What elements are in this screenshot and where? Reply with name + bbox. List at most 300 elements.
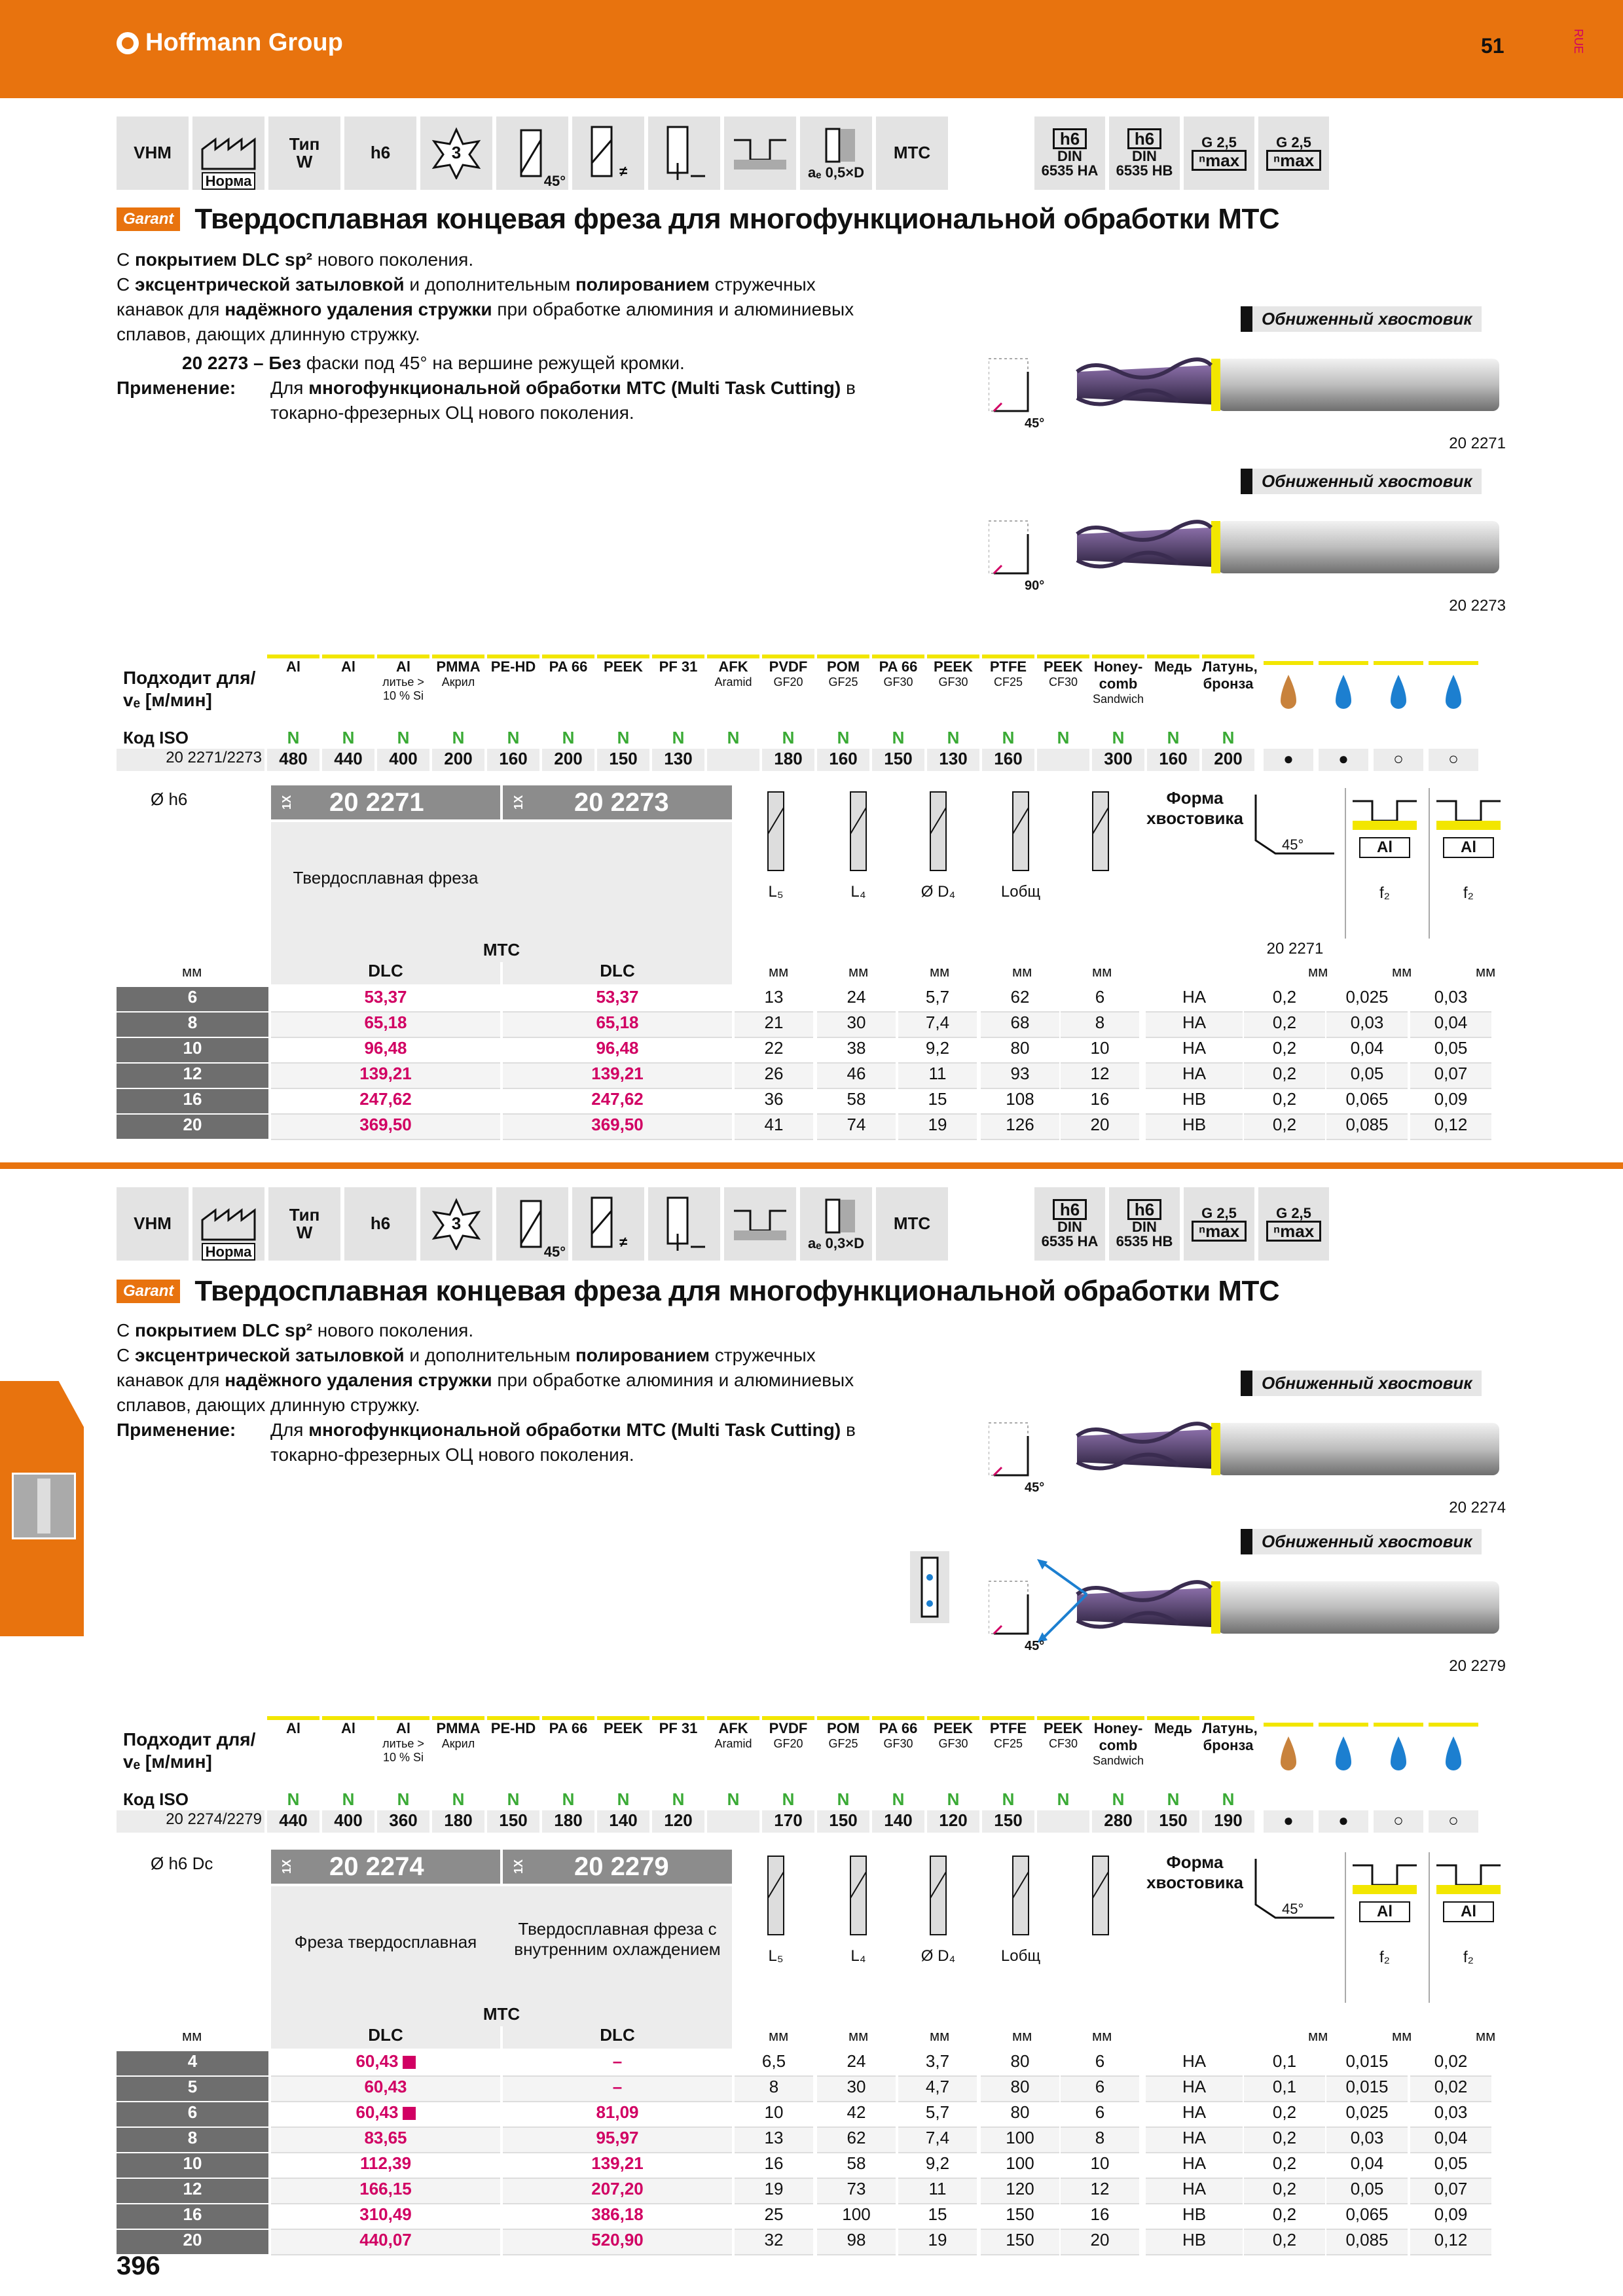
- material-name: PE-HD: [490, 658, 536, 675]
- feed-f2-b: 0,05: [1410, 1038, 1491, 1064]
- size-cell: 20: [117, 1115, 268, 1139]
- material-name: Al: [396, 1720, 410, 1736]
- size-cell: 10: [117, 2153, 268, 2178]
- garant-logo: Garant: [117, 1280, 180, 1303]
- shank-form: HA: [1146, 2179, 1243, 2204]
- vc-value: 150: [817, 1810, 869, 1833]
- shank-form-label: Форма хвостовика: [1146, 1852, 1243, 1892]
- dimension-header: [985, 1852, 1057, 1970]
- l4-value: 73: [817, 2179, 896, 2204]
- page-number-top: 51: [1481, 34, 1504, 58]
- material-column: [927, 655, 979, 730]
- l4-value: 98: [817, 2230, 896, 2255]
- price-a-value: 247,62: [359, 1089, 412, 1109]
- coolant-rating: ○: [1429, 749, 1478, 771]
- article-code: 20 2279: [1449, 1657, 1506, 1675]
- material-name: Al: [286, 1720, 301, 1736]
- tolerance-1: [1034, 1187, 1105, 1261]
- code-a: 20 2271: [329, 787, 424, 817]
- dimension-header: [985, 788, 1057, 906]
- size-cell: 5: [117, 2077, 268, 2101]
- material-name: Al: [396, 658, 410, 675]
- variable-pitch-icon: [579, 124, 638, 183]
- tolerance-1: [1034, 117, 1105, 190]
- description-line: С эксцентрической затыловкой и дополнительным полированием стружечных: [117, 274, 816, 295]
- material-sub: Sandwich: [1092, 1754, 1144, 1767]
- suitable-label: Подходит для/: [123, 1729, 256, 1749]
- vc-value: 440: [267, 1810, 319, 1833]
- material-column: [597, 1716, 649, 1792]
- shank-banner: Обниженный хвостовик: [1241, 1529, 1482, 1554]
- material-name: PMMA: [436, 658, 481, 675]
- section2-heading: [117, 1275, 1279, 1308]
- section2-title: Твердосплавная концевая фреза для многофункциональной обработки MTC: [194, 1275, 1280, 1307]
- tolerance-grade: h6: [1127, 1199, 1161, 1220]
- shank-diameter: 16: [1061, 2204, 1139, 2230]
- feed-f2-a: 0,015: [1326, 2077, 1408, 2102]
- type-label: Тип: [289, 1204, 320, 1225]
- description-line: канавок для надёжного удаления стружки при обработке алюминия и алюминиевых: [117, 1370, 854, 1390]
- material-column: [377, 1716, 429, 1792]
- material-name: PEEK: [934, 1720, 973, 1736]
- unit-mm: мм: [1012, 963, 1032, 980]
- price-a: [271, 2204, 500, 2230]
- price-b: 53,37: [503, 987, 732, 1013]
- feed-f2-b: 0,07: [1410, 1064, 1491, 1089]
- material-sub: GF30: [883, 675, 913, 689]
- l5-value: 8: [735, 2077, 813, 2102]
- application-line: токарно-фрезерных ОЦ нового поколения.: [270, 403, 634, 423]
- dimension-symbol: L₄: [850, 883, 866, 901]
- material-name: Honey- comb: [1093, 1720, 1143, 1753]
- shank-diameter: 8: [1061, 1013, 1139, 1038]
- l4-value: 100: [817, 2204, 896, 2230]
- note-line: [117, 351, 981, 376]
- material-sub: Aramid: [714, 675, 752, 689]
- balance-max: ⁿmax: [1266, 150, 1321, 171]
- plunge-cell: [648, 117, 720, 190]
- unit-mm: мм: [769, 963, 789, 980]
- l4-value: 24: [817, 2051, 896, 2077]
- d4-value: 15: [898, 1089, 977, 1115]
- vc-value: 190: [1202, 1810, 1254, 1833]
- d4-value: 4,7: [898, 2077, 977, 2102]
- article-description: [271, 1886, 732, 2026]
- iso-value: N: [452, 728, 465, 747]
- slot-icon: [731, 1204, 790, 1244]
- feed-header: [1345, 1852, 1423, 2003]
- iso-value: N: [617, 728, 630, 747]
- shank-diameter: 6: [1061, 2051, 1139, 2077]
- vc-value: [707, 749, 759, 771]
- price-b: 95,97: [503, 2128, 732, 2153]
- iso-value: N: [1002, 728, 1015, 747]
- ae-cell: [800, 1187, 872, 1261]
- iso-value: N: [947, 728, 960, 747]
- iso-value: N: [452, 1789, 465, 1809]
- tolerance-grade: h6: [1127, 128, 1161, 149]
- material-column: [1092, 655, 1144, 730]
- price-a-value: 60,43: [356, 2102, 399, 2122]
- chamfer-value: 0,2: [1244, 2204, 1325, 2230]
- svg-text:≠: ≠: [619, 163, 628, 179]
- norm-cell: [192, 117, 264, 190]
- l4-value: 38: [817, 1038, 896, 1064]
- plunge-icon: [658, 124, 710, 183]
- shank-diameter: 10: [1061, 1038, 1139, 1064]
- l5-value: 25: [735, 2204, 813, 2230]
- description-line: сплавов, дающих длинную стружку.: [117, 324, 420, 344]
- iso-value: N: [507, 728, 520, 747]
- language-code: RUE: [1572, 29, 1585, 54]
- dimension-header: [822, 788, 894, 906]
- material-column: [762, 1716, 814, 1792]
- suitable-label: Подходит для/: [123, 668, 256, 688]
- material-column: [267, 1716, 319, 1792]
- material-column: [432, 1716, 484, 1792]
- iso-value: N: [782, 1789, 795, 1809]
- article-header-b: [503, 785, 732, 819]
- price-a: [271, 987, 500, 1013]
- size-cell: 4: [117, 2051, 268, 2075]
- article-header-a: [271, 1850, 500, 1884]
- type-cell: [268, 117, 340, 190]
- material-sub: литье > 10 % Si: [382, 675, 424, 702]
- size-cell: 20: [117, 2230, 268, 2254]
- l5-value: 36: [735, 1089, 813, 1115]
- dimension-header: [740, 1852, 812, 1970]
- size-cell: 16: [117, 1089, 268, 1113]
- l4-value: 46: [817, 1064, 896, 1089]
- side-milling-icon: [813, 126, 859, 165]
- chamfer-value: 0,2: [1244, 2153, 1325, 2179]
- vc-value: 160: [982, 749, 1034, 771]
- price-b: 81,09: [503, 2102, 732, 2128]
- price-a: [271, 2179, 500, 2204]
- l5-value: 21: [735, 1013, 813, 1038]
- material-name: Al: [341, 1720, 356, 1736]
- side-milling-icon: [813, 1196, 859, 1236]
- stock-marker: [403, 2056, 416, 2069]
- application-line: Для многофункциональной обработки MTC (Multi Task Cutting) в: [270, 378, 856, 398]
- vc-value: 200: [1202, 749, 1254, 771]
- d4-value: 7,4: [898, 2128, 977, 2153]
- code-label: 20 2271/2273: [117, 749, 264, 771]
- material-grid: [117, 1710, 1506, 1840]
- price-a: [271, 1038, 500, 1064]
- spacer: [952, 1187, 1030, 1261]
- tolerance-grade: h6: [1053, 128, 1087, 149]
- feed-f2-b: 0,02: [1410, 2077, 1491, 2102]
- l4-value: 42: [817, 2102, 896, 2128]
- iso-value: N: [1002, 1789, 1015, 1809]
- shank-banner: Обниженный хвостовик: [1241, 306, 1482, 332]
- material-column: [1092, 1716, 1144, 1792]
- ltotal-value: 100: [981, 2153, 1059, 2179]
- price-b: 96,48: [503, 1038, 732, 1064]
- balance-2: [1258, 1187, 1329, 1261]
- section-separator: [0, 1162, 1623, 1169]
- material-column: [542, 655, 594, 730]
- feed-f2-a: 0,05: [1326, 2179, 1408, 2204]
- material-column: [707, 655, 759, 730]
- size-cell: 6: [117, 2102, 268, 2126]
- material-sub: CF25: [993, 675, 1023, 689]
- material-name: PA 66: [879, 1720, 918, 1736]
- unit-mm: мм: [930, 963, 950, 980]
- unit-mm: мм: [930, 2028, 950, 2044]
- unit-mm: мм: [848, 2028, 869, 2044]
- qty-a: 1X: [280, 795, 293, 810]
- feed-symbol: f₂: [1379, 884, 1390, 902]
- dimension-header: [1065, 1852, 1137, 1970]
- material-sub: CF30: [1048, 675, 1078, 689]
- iso-value: N: [727, 728, 740, 747]
- material-sub: GF30: [883, 1737, 913, 1750]
- feed-header: [1429, 1852, 1507, 2003]
- iso-value: N: [892, 728, 905, 747]
- vc-value: 300: [1092, 749, 1144, 771]
- shank-form: HA: [1146, 2153, 1243, 2179]
- feed-f2-a: 0,065: [1326, 1089, 1408, 1115]
- unit-mm: мм: [182, 2028, 202, 2044]
- material-column: [1202, 1716, 1258, 1792]
- type-value: W: [296, 1223, 313, 1242]
- material-name: PA 66: [549, 1720, 588, 1736]
- diameter-label: Ø h6 Dc: [151, 1854, 213, 1873]
- price-a: [271, 2153, 500, 2179]
- iso-value: N: [892, 1789, 905, 1809]
- material-column: [542, 1716, 594, 1792]
- description-a: Твердосплавная фреза: [293, 868, 479, 888]
- vc-value: 150: [1147, 1810, 1199, 1833]
- tolerance-form: 6535 HB: [1116, 1233, 1173, 1249]
- vc-value: [1037, 1810, 1089, 1833]
- chamfer-angle: 45°: [1282, 1901, 1304, 1917]
- l5-value: 13: [735, 2128, 813, 2153]
- plunge-cell: [648, 1187, 720, 1261]
- stock-marker: [403, 2107, 416, 2120]
- chamfer-value: 0,2: [1244, 1038, 1325, 1064]
- price-b: 369,50: [503, 1115, 732, 1140]
- material-sub: Sandwich: [1092, 692, 1144, 706]
- slot-icon: [731, 134, 790, 173]
- unit-mm: мм: [1092, 963, 1112, 980]
- vc-value: 400: [377, 749, 429, 771]
- iso-value: N: [1222, 728, 1235, 747]
- h6-cell: h6: [344, 117, 416, 190]
- feed-f2-a: 0,065: [1326, 2204, 1408, 2230]
- ltotal-value: 68: [981, 1013, 1059, 1038]
- material-name: Al: [286, 658, 301, 675]
- size-cell: 6: [117, 987, 268, 1011]
- shank-form: HB: [1146, 2204, 1243, 2230]
- material-name: PEEK: [934, 658, 973, 675]
- vc-value: 200: [432, 749, 484, 771]
- price-b: 207,20: [503, 2179, 732, 2204]
- l5-value: 22: [735, 1038, 813, 1064]
- tolerance-din: DIN: [1132, 1219, 1157, 1235]
- balance-max: ⁿmax: [1192, 150, 1247, 171]
- material-name: PF 31: [659, 1720, 698, 1736]
- coolant-rating: ●: [1264, 749, 1313, 771]
- material-column: [927, 1716, 979, 1792]
- vc-value: 150: [597, 749, 649, 771]
- feed-f2-a: 0,03: [1326, 1013, 1408, 1038]
- article-description: [271, 822, 732, 962]
- iso-label: Код ISO: [123, 1789, 189, 1809]
- material-column: [817, 1716, 869, 1792]
- feed-header: [1345, 788, 1423, 939]
- size-cell: 16: [117, 2204, 268, 2229]
- vc-value: 160: [1147, 749, 1199, 771]
- size-cell: 8: [117, 2128, 268, 2152]
- description-b: Твердосплавная фреза с внутренним охлаждением: [514, 1919, 721, 1959]
- feed-f2-b: 0,04: [1410, 2128, 1491, 2153]
- description-line: С покрытием DLC sp² нового поколения.: [117, 249, 474, 270]
- d4-value: 9,2: [898, 1038, 977, 1064]
- l5-value: 10: [735, 2102, 813, 2128]
- d4-value: 15: [898, 2204, 977, 2230]
- water-drop-icon: [1319, 1723, 1368, 1792]
- tolerance-din: DIN: [1132, 148, 1157, 164]
- material-column: [1037, 1716, 1089, 1792]
- material-column: [322, 1716, 374, 1792]
- tool-drawing: [989, 469, 1512, 615]
- feed-f2-b: 0,12: [1410, 1115, 1491, 1140]
- application-block: [117, 1418, 981, 1467]
- chamfer-value: 0,1: [1244, 2077, 1325, 2102]
- tool-drawing: [989, 1371, 1512, 1516]
- vc-value: 150: [487, 1810, 539, 1833]
- ae-value: aₑ 0,3×D: [808, 1235, 864, 1252]
- shank-banner: Обниженный хвостовик: [1241, 469, 1482, 494]
- variable-pitch-icon: [579, 1194, 638, 1253]
- material-grid: [117, 648, 1506, 779]
- vhm-cell: VHM: [117, 117, 189, 190]
- tolerance-form: 6535 HA: [1041, 1233, 1099, 1249]
- material-table-1: [117, 648, 1506, 779]
- shank-form: HA: [1146, 987, 1243, 1013]
- mtc-label: MTC: [483, 940, 520, 960]
- balance-grade: G 2,5: [1276, 134, 1311, 151]
- feed-f2-a: 0,04: [1326, 1038, 1408, 1064]
- qty-a: 1X: [280, 1859, 293, 1874]
- tool-drawing: [989, 306, 1512, 452]
- feed-f2-b: 0,09: [1410, 1089, 1491, 1115]
- material-sub: GF20: [773, 675, 803, 689]
- coolant-rating: ○: [1374, 749, 1423, 771]
- section1-title: Твердосплавная концевая фреза для многофункциональной обработки MTC: [194, 203, 1280, 235]
- iso-value: N: [342, 728, 355, 747]
- shank-form: HA: [1146, 2051, 1243, 2077]
- garant-logo: Garant: [117, 207, 180, 231]
- section1-description: [117, 247, 981, 425]
- price-a: [271, 2230, 500, 2255]
- l4-value: 58: [817, 2153, 896, 2179]
- application-text: [270, 1418, 856, 1467]
- factory-icon: [199, 1204, 258, 1243]
- balance-grade: G 2,5: [1201, 1205, 1237, 1221]
- unit-mm: мм: [769, 2028, 789, 2044]
- d4-value: 11: [898, 2179, 977, 2204]
- l4-value: 74: [817, 1115, 896, 1140]
- application-block: [117, 376, 981, 425]
- corner-angle: 45°: [1025, 1639, 1045, 1653]
- feed-symbol: f₂: [1379, 1948, 1390, 1966]
- ltotal-value: 108: [981, 1089, 1059, 1115]
- vc-value: 360: [377, 1810, 429, 1833]
- coating-a: DLC: [271, 961, 500, 984]
- coolant-rating: ○: [1374, 1810, 1423, 1833]
- balance-1: [1184, 1187, 1254, 1261]
- iso-value: N: [947, 1789, 960, 1809]
- d4-value: 7,4: [898, 1013, 977, 1038]
- unit-mm: мм: [1092, 2028, 1112, 2044]
- chamfer-icon: [1249, 788, 1341, 867]
- dimension-symbol: L₅: [768, 1947, 784, 1965]
- ltotal-value: 150: [981, 2204, 1059, 2230]
- mist-icon: [1374, 661, 1423, 730]
- helix-angle-icon: [509, 1198, 555, 1250]
- price-b: 520,90: [503, 2230, 732, 2255]
- vc-value: 160: [487, 749, 539, 771]
- description-line: С покрытием DLC sp² нового поколения.: [117, 1320, 474, 1340]
- dry-icon: [1429, 661, 1478, 730]
- material-name: PEEK: [604, 658, 643, 675]
- feed-f2-a: 0,015: [1326, 2051, 1408, 2077]
- property-strip-2: [117, 1187, 1329, 1261]
- dimension-symbol: Ø D₄: [921, 883, 956, 901]
- iso-value: N: [672, 728, 685, 747]
- feed-f2-a: 0,04: [1326, 2153, 1408, 2179]
- vc-value: 120: [927, 1810, 979, 1833]
- iso-value: N: [617, 1789, 630, 1809]
- feed-symbol: f₂: [1463, 1948, 1474, 1966]
- price-a-value: 440,07: [359, 2230, 412, 2250]
- coating-b: DLC: [503, 2025, 732, 2049]
- norm-label: Норма: [202, 1243, 256, 1261]
- chamfer-angle: 45°: [1282, 836, 1304, 853]
- material-name: PE-HD: [490, 1720, 536, 1736]
- vc-value: 440: [322, 749, 374, 771]
- d4-value: 11: [898, 1064, 977, 1089]
- code-a: 20 2274: [329, 1852, 424, 1881]
- material-column: [487, 655, 539, 730]
- price-a-value: 65,18: [364, 1013, 407, 1032]
- unit-mm: мм: [1476, 2028, 1496, 2044]
- price-a-value: 112,39: [359, 2153, 412, 2173]
- price-b: 65,18: [503, 1013, 732, 1038]
- shank-diameter: 12: [1061, 1064, 1139, 1089]
- feed-material: Al: [1359, 1901, 1410, 1922]
- shank-form: HB: [1146, 1089, 1243, 1115]
- unit-mm: мм: [1308, 2028, 1328, 2044]
- article-code: 20 2271: [1449, 435, 1506, 452]
- chamfer-ref: 20 2271: [1266, 940, 1324, 958]
- material-column: [1147, 655, 1199, 730]
- vc-value: 180: [542, 1810, 594, 1833]
- helix-cell: [496, 117, 568, 190]
- shank-diameter: 6: [1061, 2077, 1139, 2102]
- price-a-value: 139,21: [359, 1064, 412, 1083]
- material-column: [707, 1716, 759, 1792]
- shank-form: HB: [1146, 1115, 1243, 1140]
- helix-cell: [496, 1187, 568, 1261]
- coolant-rating: ●: [1319, 749, 1368, 771]
- price-b: –: [503, 2051, 732, 2077]
- shank-form: HB: [1146, 2230, 1243, 2255]
